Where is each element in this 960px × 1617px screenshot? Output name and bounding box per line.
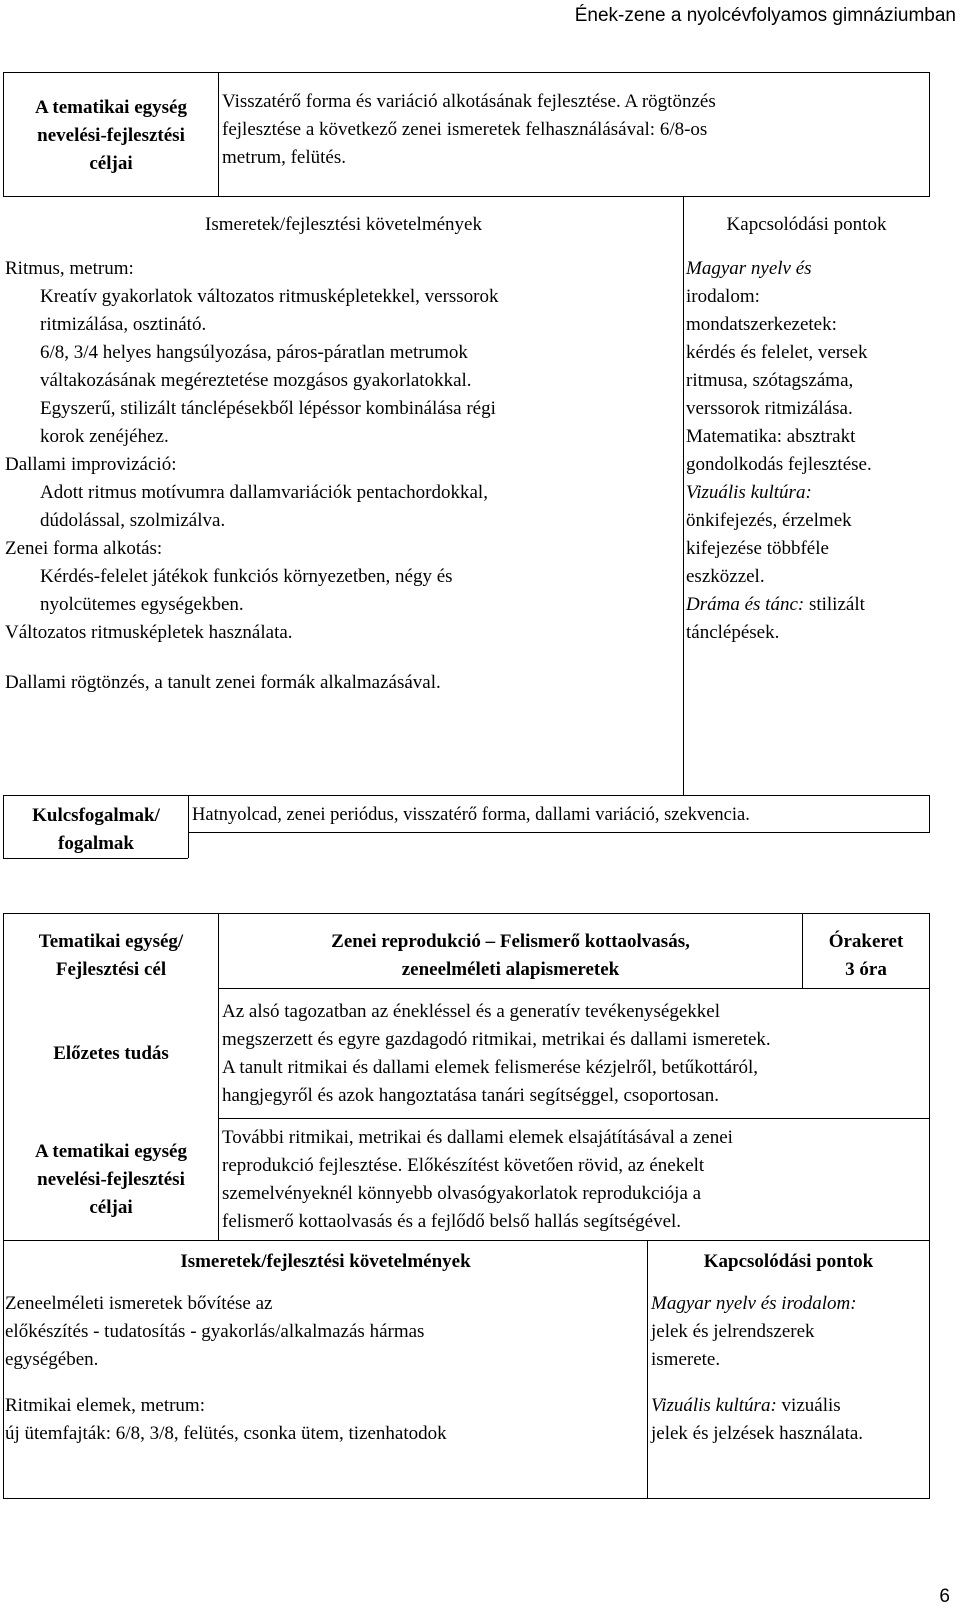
theme-label: Tematikai egység/ Fejlesztési cél — [38, 931, 184, 980]
section-title-ritmus: Ritmus, metrum: — [5, 258, 134, 279]
connections-header-2: Kapcsolódási pontok — [703, 1251, 874, 1272]
goal-text: Visszatérő forma és variáció alkotásának fejlesztése. A rögtönzés fejlesztése a következő zenei ismeretek felhasználásával: 6/8-os metrum, felütés. — [222, 91, 716, 168]
theme-title: Zenei reprodukció – Felismerő kottaolvasás, zeneelméleti alapismeretek — [331, 931, 690, 980]
section-title-dallami: Dallami improvizáció: — [5, 454, 177, 475]
requirements-header-2: Ismeretek/fejlesztési követelmények — [180, 1251, 471, 1272]
connections-content-2: Magyar nyelv és irodalom: jelek és jelrendszerek ismerete. Vizuális kultúra: vizuális jelek és jelzések használata. — [651, 1293, 864, 1444]
prior-knowledge-text: Az alsó tagozatban az énekléssel és a generatív tevékenységekkel megszerzett és egyre gazdagodó ritmikai, metrikai és dallami ismeretek. A tanult ritmikai és dallami elemek felismerése kézjelről, betűkottáról, hangjegyről és azok hangoztatása tanári segítséggel, csoportosan. — [222, 1001, 771, 1106]
goal-label-2: A tematikai egység nevelési-fejlesztési céljai — [35, 1141, 187, 1218]
requirements-header: Ismeretek/fejlesztési követelmények — [205, 214, 482, 235]
requirements-content-2: Zeneelméleti ismeretek bővítése az előkészítés - tudatosítás - gyakorlás/alkalmazás hármas egységében. Ritmikai elemek, metrum: új ütemfajták: 6/8, 3/8, felütés, csonka ütem, tizenhatodok — [5, 1290, 645, 1448]
goal-text-2: További ritmikai, metrikai és dallami elemek elsajátításával a zenei reprodukció fejlesztése. Előkészítést követően rövid, az énekelt szemelvényeknél könnyebb olvasógyakorlatok reprodukciója a felismerő kottaolvasás és a fejlődő belső hallás segítségével. — [222, 1127, 733, 1232]
page-number: 6 — [939, 1586, 950, 1608]
connections-header: Kapcsolódási pontok — [726, 214, 887, 235]
section-title-forma: Zenei forma alkotás: — [5, 538, 163, 559]
prior-knowledge-label: Előzetes tudás — [53, 1043, 169, 1064]
goal-label: A tematikai egység nevelési-fejlesztési céljai — [35, 97, 187, 174]
connections-content: Magyar nyelv és irodalom: mondatszerkezetek: kérdés és felelet, versek ritmusa, szótagszáma, verssorok ritmizálása. Matematika: absztrakt gondolkodás fejlesztése. Vizuális kultúra: önkifejezés, érzelmek kifejezése többféle eszközzel. Dráma és tánc: stilizált tánclépések. — [686, 258, 872, 643]
requirements-content: Ritmus, metrum: Kreatív gyakorlatok változatos ritmusképletekkel, verssorok ritmizálása, osztinátó. 6/8, 3/4 helyes hangsúlyozása, páros-páratlan metrumok váltakozásának megéreztetése mozgásos gyakorlatokkal. Egyszerű, stilizált tánclépésekből lépéssor kombinálása régi korok zenéjéhez. Dallami improvizáció: Adott ritmus motívumra dallamvariációk pentachordokkal, dúdolással, szolmizálva. Zenei forma alkotás: Kérdés-felelet játékok funkciós környezetben, négy és nyolcütemes egységekben. Változatos ritmusképletek használata. Dallami rögtönzés, a tanult zenei formák alkalmazásával. — [5, 255, 681, 697]
page-header-title: Ének-zene a nyolcévfolyamos gimnáziumban — [574, 5, 956, 26]
key-concepts-text: Hatnyolcad, zenei periódus, visszatérő forma, dallami variáció, szekvencia. — [192, 805, 750, 825]
hours-label: Órakeret 3 óra — [828, 931, 904, 980]
section-title-ritmikai: Ritmikai elemek, metrum: — [5, 1395, 205, 1416]
key-concepts-label: Kulcsfogalmak/ fogalmak — [32, 805, 160, 854]
